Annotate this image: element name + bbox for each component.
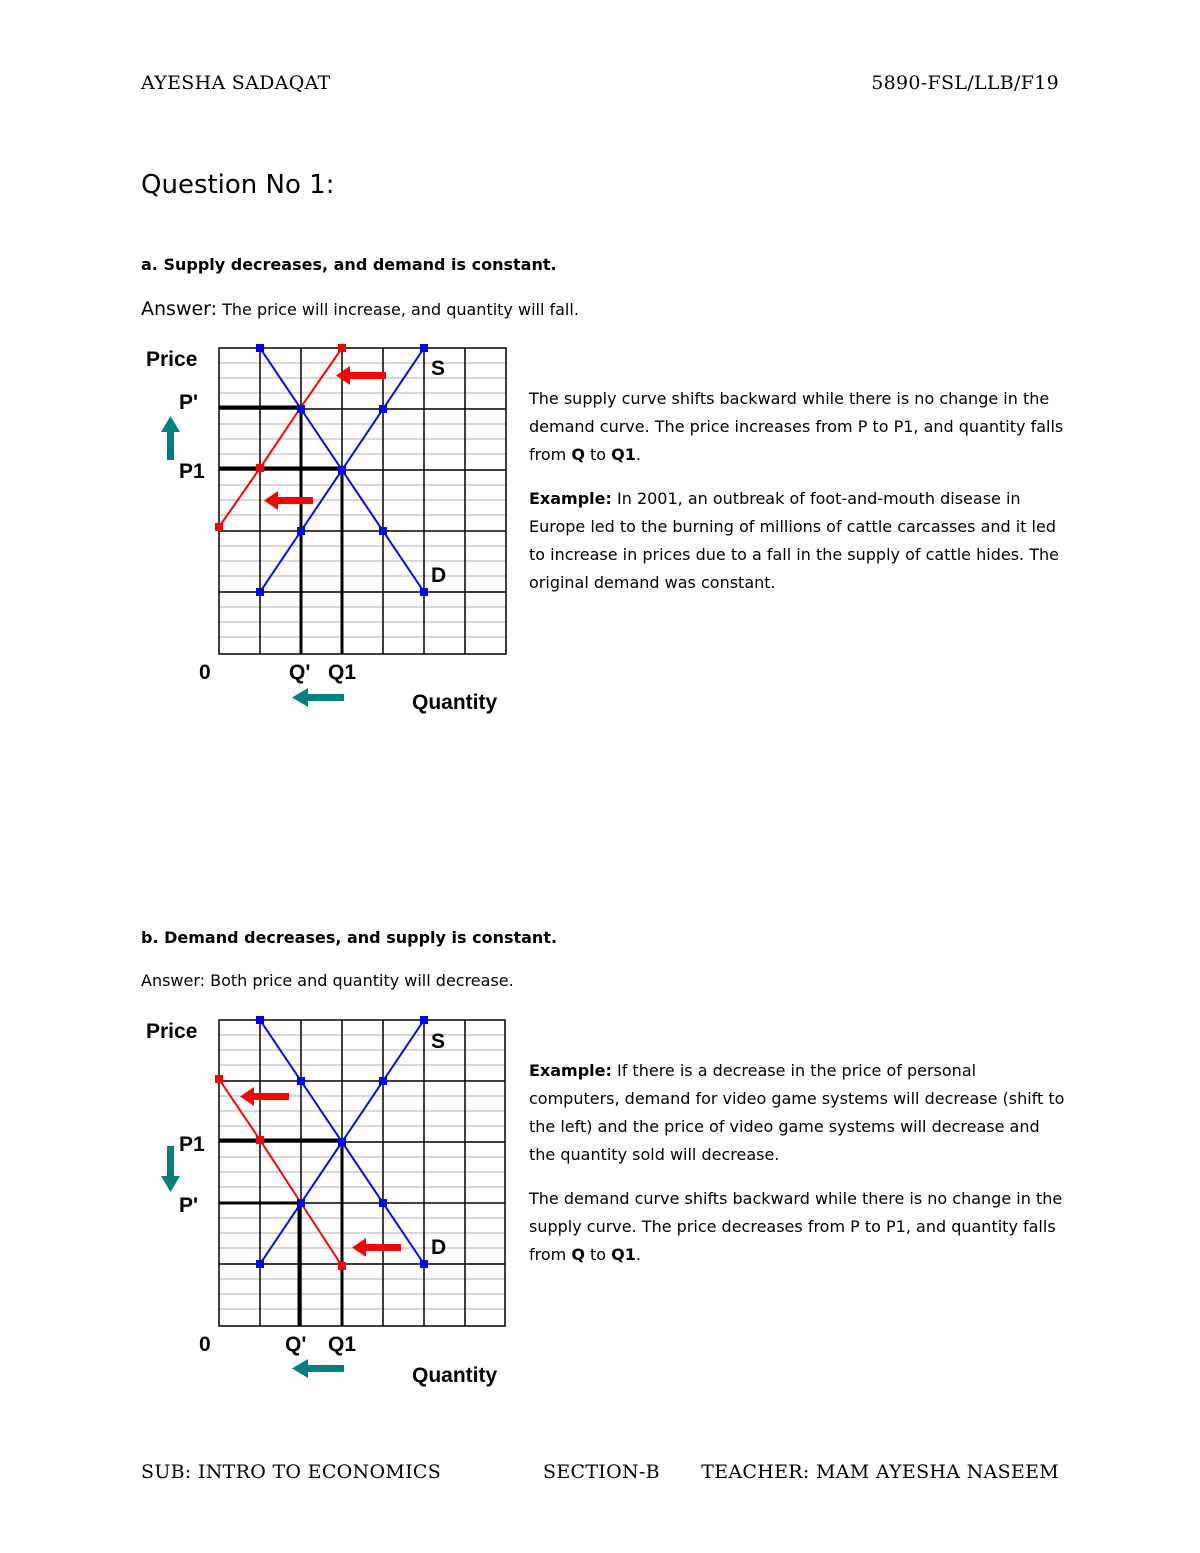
part-a-shift-text: The supply curve shifts backward while there is no change in the demand curve. The price increases from P to P1, and quantity falls from Q to Q1.	[529, 389, 1064, 464]
p-bottom-label: P'	[179, 1194, 199, 1217]
answer-label: Answer:	[141, 298, 218, 320]
footer-section: SECTION-B	[543, 1461, 660, 1483]
price-up-arrow	[161, 416, 180, 460]
quantity-left-arrow	[292, 688, 344, 707]
footer-subject: SUB: INTRO TO ECONOMICS	[141, 1461, 442, 1483]
part-a-example: Example: In 2001, an outbreak of foot-and-mouth disease in Europe led to the burning of millions of cattle carcasses and it led to increase in prices due to a fall in the supply of cattle hides. The original demand was constant.	[529, 489, 1059, 592]
header-roll-number: 5890-FSL/LLB/F19	[871, 72, 1059, 94]
price-axis-label: Price	[146, 348, 198, 371]
demand-label: D	[431, 564, 447, 587]
origin-label: 0	[199, 661, 211, 684]
quantity-left-arrow	[292, 1359, 344, 1378]
origin-label: 0	[199, 1333, 211, 1356]
part-b-example: Example: If there is a decrease in the price of personal computers, demand for video game systems will decrease (shift to the left) and the price of video game systems will decrease and the quantity sold will decrease.	[529, 1061, 1065, 1164]
q-right-label: Q1	[328, 1333, 357, 1356]
part-b-answer: Answer: Both price and quantity will decrease.	[141, 971, 514, 990]
shift-left-arrows	[264, 366, 386, 510]
part-a-heading: a. Supply decreases, and demand is constant.	[141, 255, 557, 274]
footer-teacher: TEACHER: MAM AYESHA NASEEM	[701, 1461, 1059, 1483]
part-b-heading: b. Demand decreases, and supply is constant.	[141, 928, 558, 947]
answer-text: The price will increase, and quantity will fall.	[222, 300, 579, 319]
question-title: Question No 1:	[141, 170, 335, 200]
supply-label: S	[431, 357, 446, 380]
p-top-label: P1	[179, 1133, 205, 1156]
quantity-axis-label: Quantity	[412, 691, 498, 714]
header-author: AYESHA SADAQAT	[141, 72, 331, 94]
demand-label: D	[431, 1236, 447, 1259]
p-top-label: P'	[179, 391, 199, 414]
q-left-label: Q'	[285, 1333, 307, 1356]
quantity-axis-label: Quantity	[412, 1364, 498, 1387]
demand-decrease-graph	[130, 1008, 530, 1398]
q-left-label: Q'	[289, 661, 311, 684]
part-b-shift-text: The demand curve shifts backward while there is no change in the supply curve. The price decreases from P to P1, and quantity falls from Q to Q1.	[529, 1189, 1063, 1264]
part-a-answer	[141, 298, 579, 320]
supply-decrease-graph	[130, 335, 530, 725]
part-a-explanation	[529, 385, 1069, 613]
p-bottom-label: P1	[179, 460, 205, 483]
supply-label: S	[431, 1030, 446, 1053]
price-down-arrow	[161, 1146, 180, 1192]
q-right-label: Q1	[328, 661, 357, 684]
part-b-explanation	[529, 1057, 1069, 1285]
price-axis-label: Price	[146, 1020, 198, 1043]
